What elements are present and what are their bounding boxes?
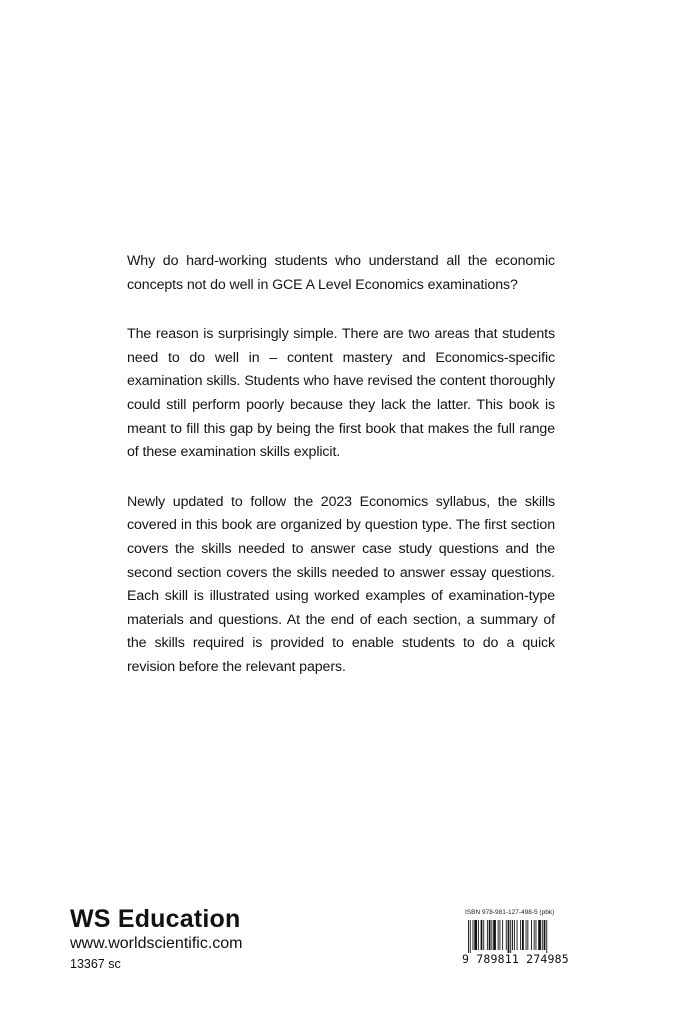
barcode-bar	[468, 920, 469, 953]
barcode-bar	[526, 920, 527, 950]
barcode-bar	[493, 920, 496, 950]
barcode-bar	[481, 920, 483, 950]
barcode-bar	[506, 920, 507, 950]
publisher-url: www.worldscientific.com	[70, 935, 243, 952]
blurb-paragraph: Newly updated to follow the 2023 Economics syllabus, the skills covered in this book are organized by question type. The first section covers the skills needed to answer case study questions and the second section covers the skills needed to answer essay questions. Each skill is illustrated using worked examples of examination-type materials and questions. At the end of each section, a summary of the skills required is provided to enable students to do a quick revision before the relevant papers.	[127, 493, 555, 675]
publisher-code: 13367 sc	[70, 957, 121, 971]
barcode-bar	[517, 920, 518, 950]
isbn-label: ISBN 978-981-127-498-5 (pbk)	[465, 909, 555, 916]
barcode-bar	[542, 920, 543, 950]
barcode-bar	[522, 920, 524, 950]
publisher-name: WS Education	[70, 905, 241, 933]
barcode-bar	[502, 920, 503, 950]
barcode-bar	[500, 920, 501, 950]
barcode-bar	[527, 920, 528, 950]
barcode-bar	[536, 920, 537, 950]
barcode-bar	[544, 920, 546, 950]
barcode-bars	[462, 920, 584, 953]
barcode-bar	[473, 920, 474, 950]
barcode-bar	[534, 920, 535, 950]
isbn-barcode	[462, 909, 584, 965]
barcode-bar	[470, 920, 471, 953]
barcode-digits: 9 789811 274985	[462, 952, 569, 966]
barcode-bar	[478, 920, 479, 950]
barcode-bar	[512, 920, 513, 950]
publisher-block	[70, 904, 330, 973]
barcode-bar	[474, 920, 477, 950]
back-cover-blurb	[127, 250, 555, 706]
barcode-bar	[510, 920, 511, 953]
barcode-bar	[487, 920, 488, 950]
barcode-bar	[508, 920, 510, 953]
barcode-bar	[498, 920, 499, 950]
blurb-paragraph: The reason is surprisingly simple. There are two areas that students need to do well in – content mastery and Economics-specific examination skills. Students who have revised the content thoroughly could still perform poorly because they lack the latter. This book is meant to fill this gap by being the first book that makes the full range of these examination skills explicit.	[127, 326, 555, 461]
barcode-bar	[531, 920, 532, 950]
barcode-bar	[546, 920, 547, 953]
barcode-bar	[489, 920, 491, 950]
blurb-paragraph: Why do hard-working students who understand all the economic concepts not do well in GCE A Level Economics examinations?	[127, 253, 555, 293]
barcode-bar	[538, 920, 541, 950]
barcode-bar	[514, 920, 515, 950]
barcode-bar	[483, 920, 484, 950]
barcode-bar	[520, 920, 521, 950]
barcode-bar	[491, 920, 492, 950]
